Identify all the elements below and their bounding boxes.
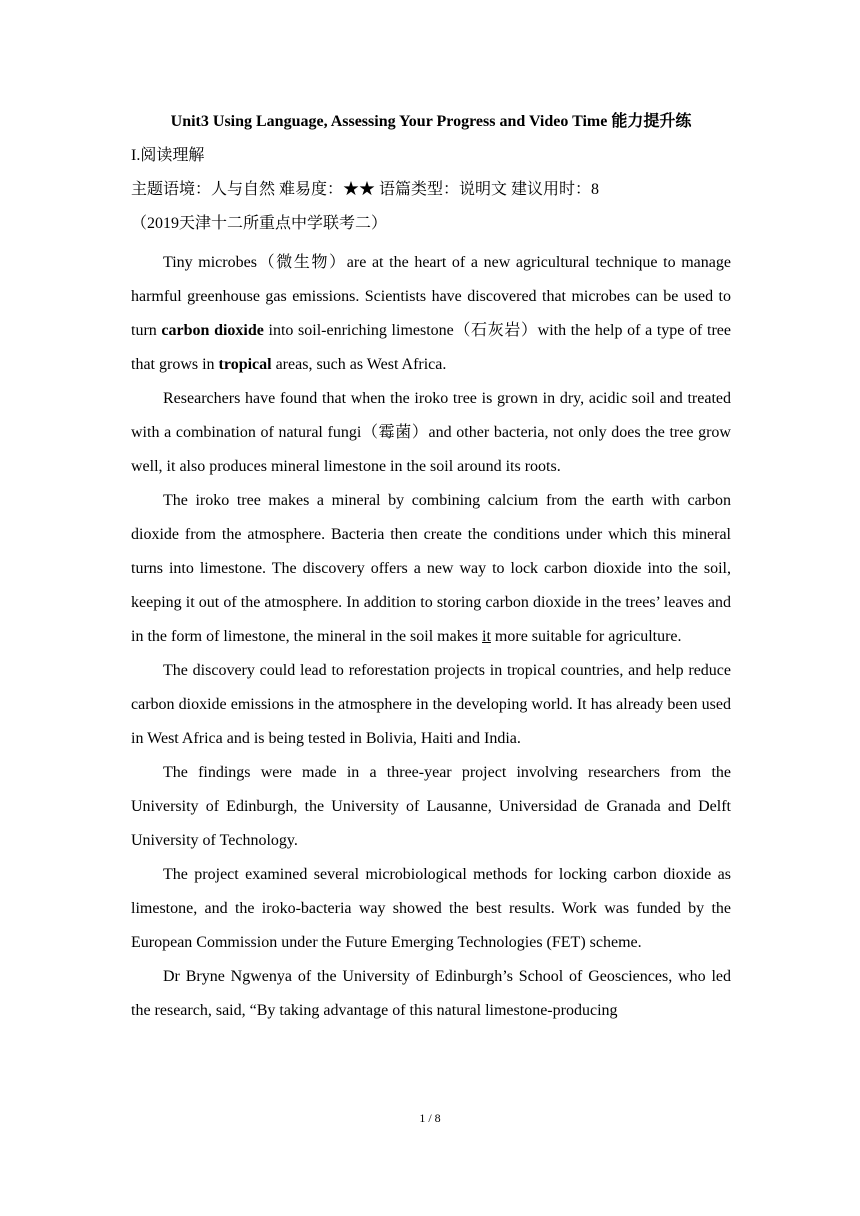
document-body (131, 110, 731, 1028)
page-number: 1 / 8 (419, 1111, 441, 1125)
meta-line: 主题语境：人与自然 难易度：★★ 语篇类型：说明文 建议用时：8 (131, 181, 600, 198)
paragraph-3-part-a: The iroko tree makes a mineral by combining calcium from the earth with carbon dioxide from the atmosphere. Bacteria then create the conditions under which this mineral turns into limestone. The discovery offers a new way to lock carbon dioxide into the soil, keeping it out of the atmosphere. In addition to storing carbon dioxide in the trees’ leaves and in the form of limestone, the mineral in the soil makes (131, 492, 731, 645)
paragraph-1-part-a: Tiny microbes（微生物）are at the heart of a new agricultural technique to manage harmful greenhouse gas emissions. Scientists have discovered that microbes can be used to turn (131, 254, 731, 339)
paragraph-1-part-e: areas, such as West Africa. (271, 356, 447, 373)
paragraph-1-part-c: into soil-enriching limestone（石灰岩）with the help of a type of tree that grows in (131, 322, 731, 373)
document-title: Unit3 Using Language, Assessing Your Progress and Video Time 能力提升练 (170, 113, 692, 130)
paragraph-4: The discovery could lead to reforestation projects in tropical countries, and help reduce carbon dioxide emissions in the atmosphere in the developing world. It has already been used in West Africa and is being tested in Bolivia, Haiti and India. (131, 662, 731, 747)
underlined-it: it (482, 628, 491, 645)
term-tropical: tropical (218, 356, 272, 373)
paragraph-1 (131, 246, 731, 382)
paragraph-2: Researchers have found that when the iroko tree is grown in dry, acidic soil and treated with a combination of natural fungi（霉菌）and other bacteria, not only does the tree grow well, it also produces mineral limestone in the soil around its roots. (131, 390, 731, 475)
source-line: （2019天津十二所重点中学联考二） (131, 215, 388, 232)
paragraph-6: The project examined several microbiological methods for locking carbon dioxide as limestone, and the iroko-bacteria way showed the best results. Work was funded by the European Commission under the Future Emerging Technologies (FET) scheme. (131, 866, 731, 951)
paragraph-3 (131, 484, 731, 654)
section-heading: I.阅读理解 (131, 147, 205, 164)
term-carbon-dioxide: carbon dioxide (161, 322, 264, 339)
paragraph-3-part-c: more suitable for agriculture. (490, 628, 682, 645)
paragraph-5: The findings were made in a three-year project involving researchers from the University of Edinburgh, the University of Lausanne, Universidad de Granada and Delft University of Technology. (131, 764, 731, 849)
paragraph-7: Dr Bryne Ngwenya of the University of Edinburgh’s School of Geosciences, who led the research, said, “By taking advantage of this natural limestone-producing (131, 968, 731, 1019)
